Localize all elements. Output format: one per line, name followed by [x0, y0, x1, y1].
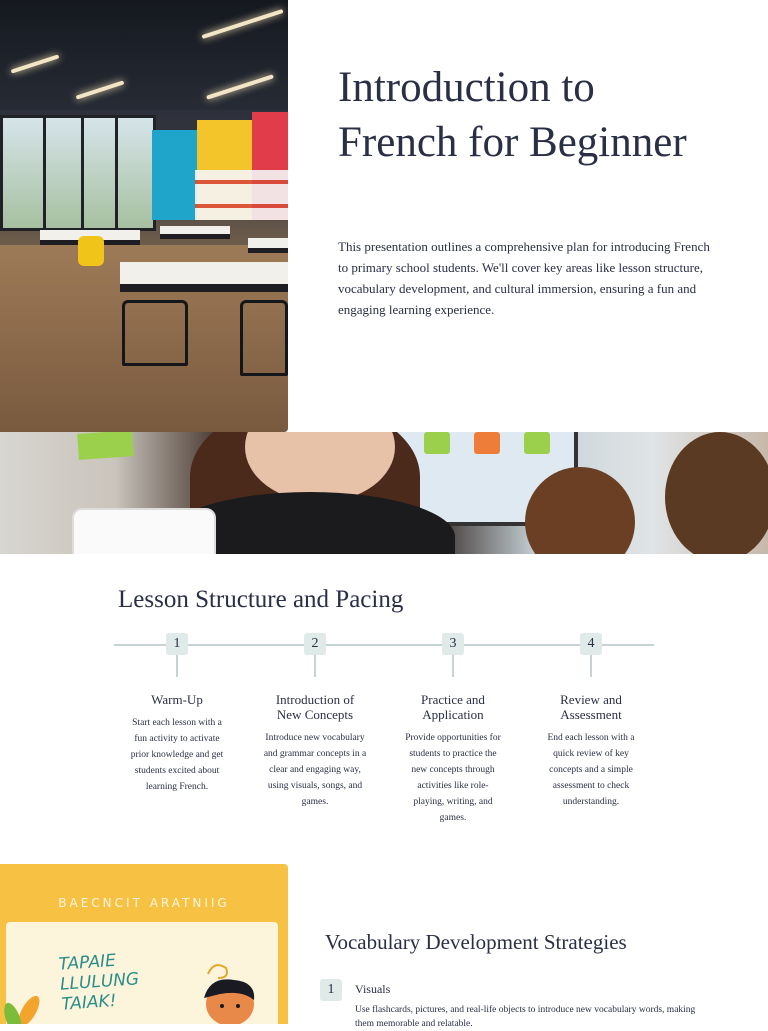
step-description: End each lesson with a quick review of key concepts and a simple assessment to check understanding. — [547, 733, 635, 807]
vocabulary-title: Vocabulary Development Strategies — [325, 930, 627, 954]
timeline-step — [117, 633, 237, 795]
step-number: 1 — [166, 633, 188, 655]
title-slide — [0, 0, 768, 432]
desk — [120, 262, 288, 292]
step-title: Warm-Up — [151, 692, 203, 707]
presentation-title — [338, 60, 738, 170]
teacher-banner-image — [0, 432, 768, 554]
title-line-2: French for Beginner — [338, 119, 687, 166]
step-description: Start each lesson with a fun activity to activate prior knowledge and get students excited about learning French. — [130, 718, 224, 792]
ceiling — [0, 0, 288, 110]
step-connector — [590, 655, 592, 677]
step-description: Introduce new vocabulary and grammar concepts in a clear and engaging way, using visuals, songs, and games. — [263, 733, 367, 807]
swirl-doodle — [200, 956, 240, 996]
flashcard — [72, 508, 216, 554]
step-title: Practice and Application — [421, 692, 485, 722]
timeline-step — [531, 633, 651, 810]
lesson-structure-title: Lesson Structure and Pacing — [118, 586, 404, 613]
classroom-image — [0, 0, 288, 432]
step-number: 4 — [580, 633, 602, 655]
step-connector — [314, 655, 316, 677]
bookshelf — [195, 170, 288, 220]
handwritten-line: LLULUNG — [59, 969, 140, 995]
item-description: Use flashcards, pictures, and real-life objects to introduce new vocabulary words, making them memorable and relatable. — [355, 1005, 696, 1029]
child-head — [665, 432, 768, 554]
handwritten-text — [58, 949, 141, 1014]
timeline-step — [255, 633, 375, 810]
step-description: Provide opportunities for students to practice the new concepts through activities like role-playing, writing, and games. — [405, 733, 501, 823]
chair — [122, 300, 188, 366]
classroom-window — [0, 115, 156, 231]
handwritten-line: TAIAK! — [60, 990, 118, 1015]
step-connector — [452, 655, 454, 677]
desk — [160, 226, 230, 239]
item-title: Visuals — [355, 982, 391, 996]
handwritten-line: TAPAIE — [58, 950, 117, 975]
step-number: 3 — [442, 633, 464, 655]
blue-wall-panel — [152, 130, 197, 220]
step-connector — [176, 655, 178, 677]
vocabulary-image — [0, 864, 288, 1024]
image-header-text: BAECNCIT ARATNIIG — [58, 896, 230, 910]
step-title: Introduction of New Concepts — [275, 692, 355, 722]
title-line-1: Introduction to — [338, 64, 595, 111]
intro-paragraph: This presentation outlines a comprehensive plan for introducing French to primary school students. We'll cover key areas like lesson structure, vocabulary development, and cultural immersion, ensuring a fun and engaging learning experience. — [338, 239, 710, 317]
yellow-chair — [78, 236, 104, 266]
chair — [240, 300, 288, 376]
desk — [248, 238, 288, 253]
step-number: 2 — [304, 633, 326, 655]
sticky-note — [77, 432, 134, 460]
item-number: 1 — [320, 979, 342, 1001]
step-title: Review and Assessment — [560, 692, 622, 722]
timeline-step — [393, 633, 513, 826]
